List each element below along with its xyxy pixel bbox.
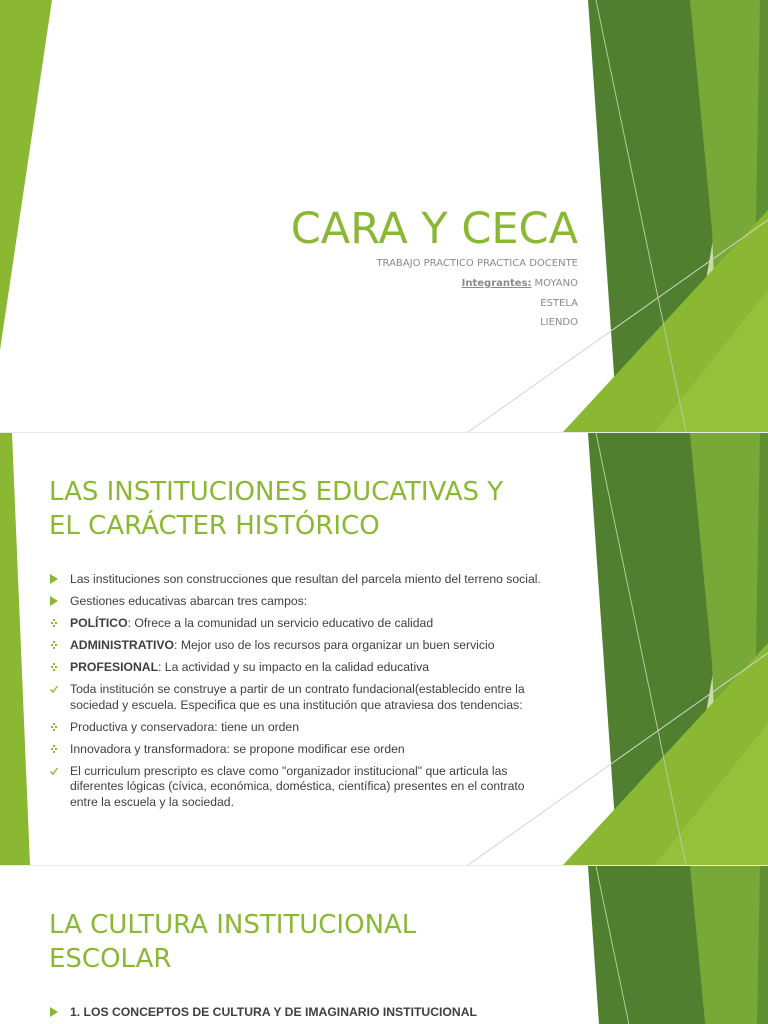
bullet-list (49, 572, 549, 817)
content-slide (0, 433, 768, 865)
slide-heading: LAS INSTITUCIONES EDUCATIVAS Y EL CARÁCTER HISTÓRICO (49, 477, 504, 541)
diamond-bullet-icon (49, 661, 59, 673)
bullet-bold-term: 1. LOS CONCEPTOS DE CULTURA Y DE IMAGINARIO INSTITUCIONAL (70, 1005, 477, 1019)
bullet-text: Productiva y conservadora: tiene un orden (70, 719, 299, 734)
bullet-bold-term: ADMINISTRATIVO (70, 638, 175, 652)
subtitle-line: LIENDO (540, 317, 578, 328)
bullet-item (49, 720, 549, 736)
diamond-bullet-icon (49, 721, 59, 733)
bullet-bold-term: POLÍTICO (70, 616, 128, 630)
bullet-text: Las instituciones son construcciones que resultan del parcela miento del terreno social. (70, 572, 541, 586)
triangle-bullet-icon (49, 1006, 59, 1018)
diamond-bullet-icon (49, 639, 59, 651)
bullet-bold-term: PROFESIONAL (70, 660, 159, 674)
slide-heading: LA CULTURA INSTITUCIONAL ESCOLAR (49, 910, 417, 974)
subtitle-line: TRABAJO PRACTICO PRACTICA DOCENTE (376, 258, 578, 269)
bullet-item (49, 638, 549, 654)
bullet-text: : Mejor uso de los recursos para organizar un buen servicio (174, 638, 495, 652)
check-bullet-icon (49, 765, 59, 777)
slide-title: CARA Y CECA (290, 204, 578, 254)
integrantes-label: Integrantes: (461, 278, 532, 289)
content-slide (0, 866, 768, 1024)
subtitle-line: ESTELA (540, 298, 578, 309)
bullet-item (49, 682, 549, 713)
bullet-text: : Ofrece a la comunidad un servicio educativo de calidad (127, 616, 434, 630)
bullet-text: Innovadora y transformadora: se propone modificar ese orden (70, 741, 405, 756)
diamond-bullet-icon (49, 617, 59, 629)
bullet-item (49, 742, 549, 758)
subtitle-line: Integrantes: MOYANO (461, 278, 578, 289)
bullet-text: Toda institución se construye a partir de un contrato fundacional(establecido entre la sociedad y escuela. Especifica que es una institución que atraviesa dos tendencias: (70, 682, 525, 712)
bullet-item (49, 572, 549, 588)
bullet-item (49, 660, 549, 676)
bullet-item (49, 764, 549, 811)
title-slide (0, 0, 768, 432)
bullet-text: : La actividad y su impacto en la calidad educativa (158, 660, 430, 674)
bullet-item (49, 1005, 569, 1021)
bullet-list (49, 1005, 569, 1024)
triangle-bullet-icon (49, 595, 59, 607)
bullet-text: El curriculum prescripto es clave como "organizador institucional" que articula las diferentes lógicas (cívica, económica, doméstica, científica) presentes en el contrato entre la escuela y la sociedad. (70, 763, 525, 809)
bullet-item (49, 616, 549, 632)
bullet-item (49, 594, 549, 610)
check-bullet-icon (49, 683, 59, 695)
diamond-bullet-icon (49, 743, 59, 755)
bullet-text: Gestiones educativas abarcan tres campos: (70, 594, 308, 608)
triangle-bullet-icon (49, 573, 59, 585)
